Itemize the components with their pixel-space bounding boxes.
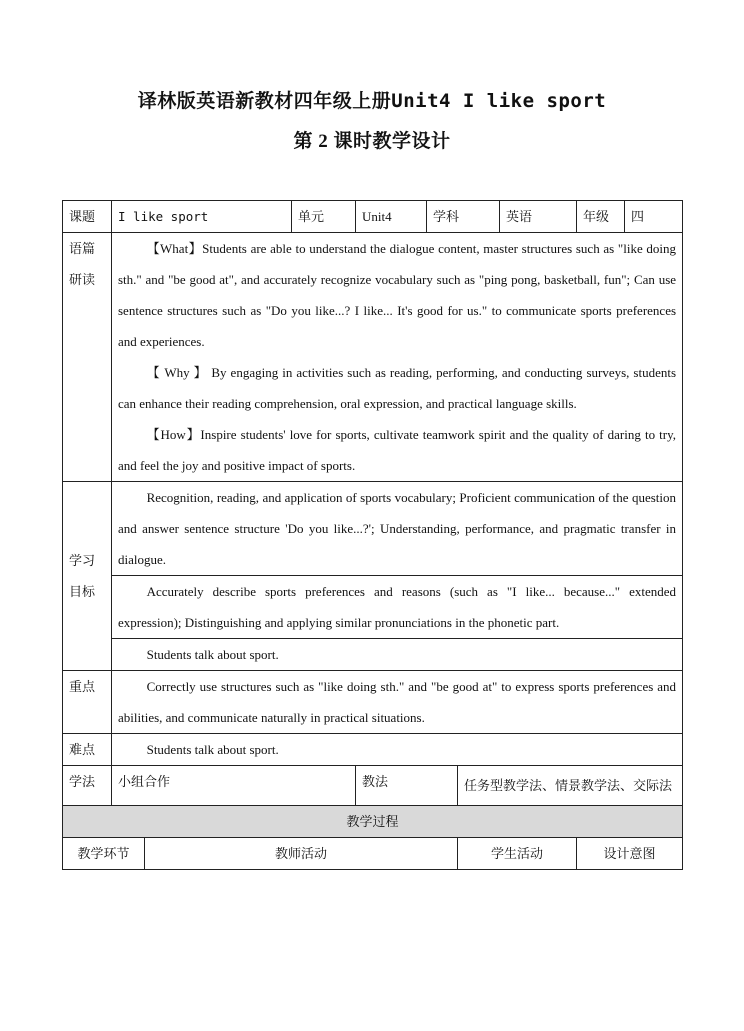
subtitle-prefix: 第 xyxy=(293,131,313,152)
process-col-intent: 设计意图 xyxy=(577,838,683,870)
objectives-content xyxy=(112,482,683,671)
reading-label-line2: 研读 xyxy=(69,272,96,287)
unit-value: Unit4 xyxy=(356,201,427,233)
objective-separator-2 xyxy=(112,638,682,670)
study-method-label: 学法 xyxy=(63,766,112,806)
objective-item-2: Accurately describe sports preferences and reasons (such as "I like... because..." extended expression); Distinguishing and applying similar pronunciations in the phonetic part. xyxy=(118,584,677,630)
title-chinese: 译林版英语新教材四年级上册 xyxy=(137,91,392,112)
reading-how: 【How】Inspire students' love for sports, cultivate teamwork spirit and the quality of daring to try, and feel the joy and positive impact of sports. xyxy=(118,427,677,473)
process-title-row xyxy=(63,806,683,838)
document-title xyxy=(0,86,744,113)
process-col-student: 学生活动 xyxy=(458,838,577,870)
subtitle-suffix: 课时教学设计 xyxy=(333,131,451,152)
document-subtitle xyxy=(0,126,744,153)
key-points-label: 重点 xyxy=(63,671,112,734)
objective-item-3: Students talk about sport. xyxy=(146,647,279,662)
key-points-text: Correctly use structures such as "like doing sth." and "be good at" to express sports preferences and abilities, and communicate naturally in practical situations. xyxy=(118,679,677,725)
grade-label: 年级 xyxy=(577,201,625,233)
reading-row xyxy=(63,233,683,482)
reading-why: 【 Why 】 By engaging in activities such as reading, performing, and conducting surveys, students can enhance their reading comprehension, oral expression, and practical language skills. xyxy=(118,365,677,411)
objective-item-1: Recognition, reading, and application of sports vocabulary; Proficient communication of the question and answer sentence structure 'Do you like...?'; Understanding, performance, and pragmatic transfer in dialogue. xyxy=(118,490,677,567)
objectives-label xyxy=(63,482,112,671)
study-method-value: 小组合作 xyxy=(112,766,356,806)
reading-content xyxy=(112,233,683,482)
subtitle-number: 2 xyxy=(318,131,329,152)
objective-separator-1 xyxy=(112,575,682,638)
reading-label xyxy=(63,233,112,482)
title-english: Unit4 I like sport xyxy=(391,90,607,112)
process-col-stage: 教学环节 xyxy=(63,838,145,870)
topic-value: I like sport xyxy=(112,201,292,233)
teaching-method-value: 任务型教学法、情景教学法、交际法 xyxy=(458,766,683,806)
methods-row xyxy=(63,766,683,806)
reading-label-line1: 语篇 xyxy=(69,241,96,256)
unit-label: 单元 xyxy=(292,201,356,233)
objectives-row xyxy=(63,482,683,671)
key-points-content xyxy=(112,671,683,734)
process-header-row xyxy=(63,838,683,870)
objectives-label-line2: 目标 xyxy=(69,584,96,599)
key-points-row xyxy=(63,671,683,734)
header-row xyxy=(63,201,683,233)
difficulties-label: 难点 xyxy=(63,734,112,766)
process-col-teacher: 教师活动 xyxy=(145,838,458,870)
difficulties-row xyxy=(63,734,683,766)
difficulties-content xyxy=(112,734,683,766)
grade-value: 四 xyxy=(625,201,683,233)
topic-label: 课题 xyxy=(63,201,112,233)
subject-label: 学科 xyxy=(427,201,500,233)
lesson-plan-table xyxy=(62,200,683,870)
teaching-method-label: 教法 xyxy=(356,766,458,806)
difficulties-text: Students talk about sport. xyxy=(146,742,279,757)
subject-value: 英语 xyxy=(500,201,577,233)
objectives-label-line1: 学习 xyxy=(69,553,96,568)
reading-what: 【What】Students are able to understand the dialogue content, master structures such as "like doing sth." and "be good at", and accurately recognize vocabulary such as "ping pong, basketball, fun"; Can use sentence structures such as "Do you like...? I like... It's good for us." to communicate sports preferences and experiences. xyxy=(118,241,677,349)
process-title: 教学过程 xyxy=(63,806,683,838)
